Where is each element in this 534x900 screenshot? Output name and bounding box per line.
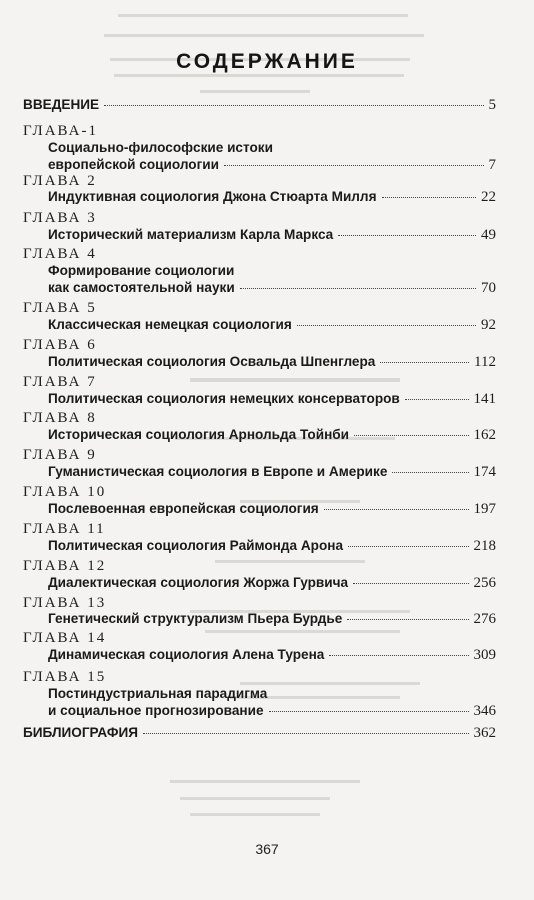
toc-entry-chapter-6	[48, 354, 496, 371]
page-number: 22	[481, 189, 496, 205]
dot-leader	[297, 325, 476, 326]
chapter-heading-13: ГЛАВА 13	[23, 595, 107, 611]
chapter-title: Динамическая социология Алена Турена	[48, 647, 325, 662]
dot-leader	[240, 288, 476, 289]
chapter-title: Диалектическая социология Жоржа Гурвича	[48, 575, 349, 590]
chapter-heading-6: ГЛАВА 6	[23, 337, 97, 353]
chapter-heading-2: ГЛАВА 2	[23, 173, 97, 189]
chapter-title: Гуманистическая социология в Европе и Америке	[48, 464, 388, 479]
page-number: 346	[473, 703, 496, 719]
chapter-heading-14: ГЛАВА 14	[23, 630, 107, 646]
toc-entry-title: БИБЛИОГРАФИЯ	[23, 725, 139, 740]
dot-leader	[382, 197, 477, 198]
chapter-title: Классическая немецкая социология	[48, 317, 292, 332]
chapter-title-line-1: Формирование социологии	[48, 263, 235, 278]
page-number: 197	[473, 501, 496, 517]
page-number: 5	[488, 97, 496, 113]
toc-entry-title: ВВЕДЕНИЕ	[23, 97, 100, 112]
chapter-heading-3: ГЛАВА 3	[23, 210, 97, 226]
page-number-footer: 367	[255, 841, 279, 857]
chapter-title: Историческая социология Арнольда Тойнби	[48, 427, 350, 442]
dot-leader	[348, 546, 468, 547]
chapter-title-line-2: и социальное прогнозирование	[48, 703, 264, 718]
chapter-heading-5: ГЛАВА 5	[23, 300, 97, 316]
dot-leader	[405, 399, 469, 400]
dot-leader	[224, 165, 484, 166]
chapter-title: Исторический материализм Карла Маркса	[48, 227, 334, 242]
chapter-heading-9: ГЛАВА 9	[23, 447, 97, 463]
dot-leader	[324, 509, 469, 510]
toc-entry-bibliography	[23, 725, 496, 742]
chapter-title: Генетический структурализм Пьера Бурдье	[48, 611, 343, 626]
page-number: 162	[473, 427, 496, 443]
toc-entry-introduction	[23, 97, 496, 114]
dot-leader	[380, 362, 469, 363]
page-number: 141	[473, 391, 496, 407]
chapter-title-line-2: как самостоятельной науки	[48, 280, 235, 295]
chapter-title: Политическая социология Освальда Шпенглера	[48, 354, 376, 369]
dot-leader	[104, 105, 483, 106]
toc-entry-chapter-1	[48, 157, 496, 174]
chapter-title-line-1: Социально-философские истоки	[48, 140, 273, 155]
dot-leader	[329, 655, 468, 656]
page-number: 362	[473, 725, 496, 741]
chapter-title: Индуктивная социология Джона Стюарта Милля	[48, 189, 377, 204]
toc-entry-chapter-13	[48, 611, 496, 628]
dot-leader	[143, 733, 468, 734]
chapter-heading-4: ГЛАВА 4	[23, 246, 97, 262]
toc-entry-chapter-7	[48, 391, 496, 408]
chapter-heading-1: ГЛАВА-1	[23, 123, 98, 139]
dot-leader	[338, 235, 476, 236]
toc-entry-chapter-12	[48, 575, 496, 592]
chapter-title: Политическая социология Раймонда Арона	[48, 538, 344, 553]
toc-entry-chapter-9	[48, 464, 496, 481]
toc-entry-chapter-5	[48, 317, 496, 334]
dot-leader	[347, 619, 468, 620]
page-number: 7	[488, 157, 496, 173]
chapter-title-line-2: европейской социологии	[48, 157, 219, 172]
toc-entry-chapter-14	[48, 647, 496, 664]
dot-leader	[353, 583, 468, 584]
page-number: 218	[473, 538, 496, 554]
chapter-heading-12: ГЛАВА 12	[23, 558, 107, 574]
toc-entry-chapter-3	[48, 227, 496, 244]
page-number: 174	[473, 464, 496, 480]
toc-entry-chapter-10	[48, 501, 496, 518]
page-number: 309	[473, 647, 496, 663]
chapter-title: Послевоенная европейская социология	[48, 501, 319, 516]
page-number: 92	[481, 317, 496, 333]
toc-entry-chapter-8	[48, 427, 496, 444]
dot-leader	[269, 711, 469, 712]
page-title: СОДЕРЖАНИЕ	[176, 50, 358, 73]
chapter-heading-15: ГЛАВА 15	[23, 669, 107, 685]
toc-entry-chapter-2	[48, 189, 496, 206]
dot-leader	[392, 472, 468, 473]
toc-entry-chapter-15	[48, 703, 496, 720]
toc-entry-chapter-4	[48, 280, 496, 297]
chapter-heading-7: ГЛАВА 7	[23, 374, 97, 390]
page-number: 70	[481, 280, 496, 296]
chapter-heading-8: ГЛАВА 8	[23, 410, 97, 426]
chapter-title: Политическая социология немецких консерваторов	[48, 391, 400, 406]
chapter-heading-10: ГЛАВА 10	[23, 484, 107, 500]
dot-leader	[354, 435, 468, 436]
page-number: 49	[481, 227, 496, 243]
page-number: 276	[473, 611, 496, 627]
chapter-heading-11: ГЛАВА 11	[23, 521, 106, 537]
page-number: 256	[473, 575, 496, 591]
chapter-title-line-1: Постиндустриальная парадигма	[48, 686, 268, 701]
page-number: 112	[474, 354, 496, 370]
toc-entry-chapter-11	[48, 538, 496, 555]
